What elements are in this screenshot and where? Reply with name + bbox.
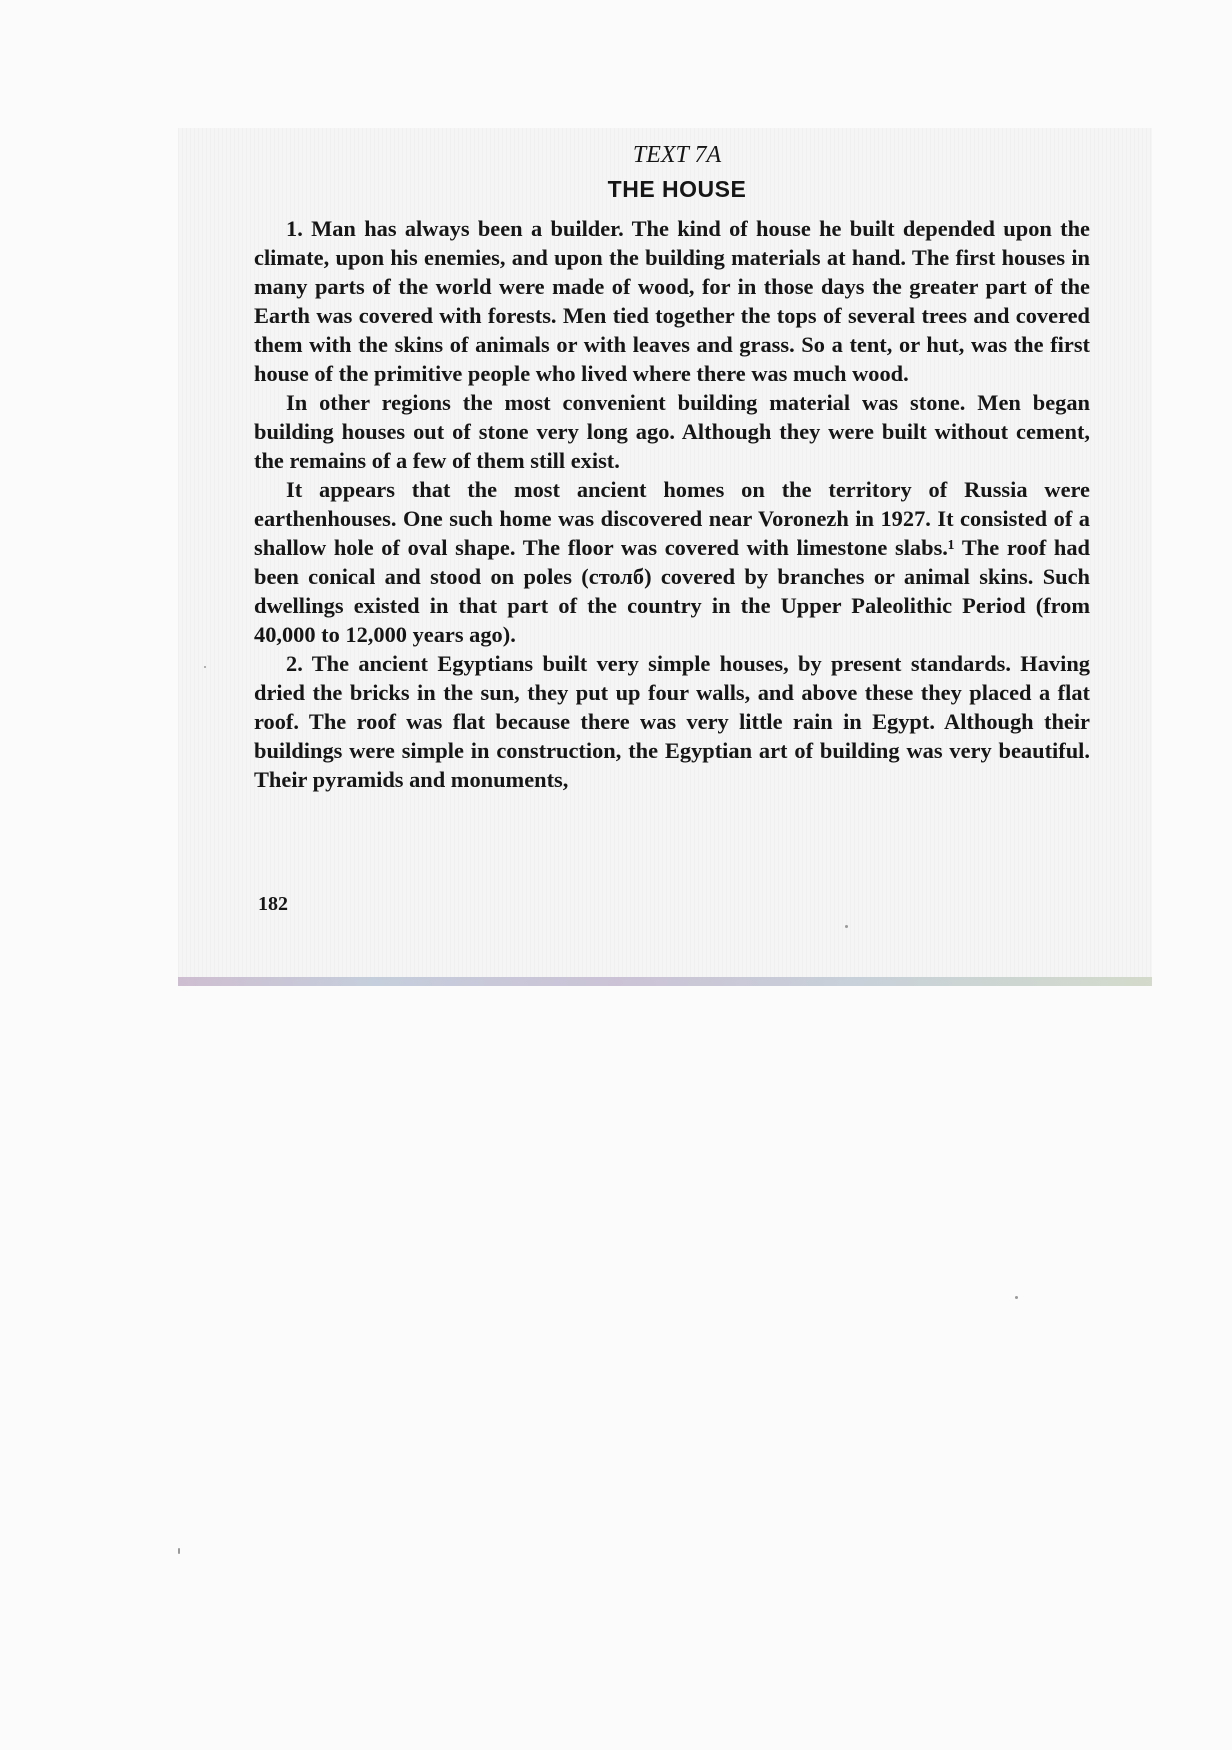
page-number: 182 [258,893,288,915]
paragraph-3: It appears that the most ancient homes on the territory of Russia were earthenhouses. One such home was discovered near Voronezh in 1927. It consisted of a shallow hole of oval shape. The floor was covered with limestone slabs.¹ The roof had been conical and stood on poles (столб) covered by branches or animal skins. Such dwellings existed in that part of the country in the Upper Paleolithic Period (from 40,000 to 12,000 years ago). [254,477,1090,647]
scan-speck [845,925,848,928]
scan-edge-strip [178,977,1152,986]
scan-speck [1015,1296,1018,1299]
text-label: TEXT 7A [632,142,722,168]
paragraph-1: 1. Man has always been a builder. The kind of house he built depended upon the climate, upon his enemies, and upon the building materials at hand. The first houses in many parts of the world were made of wood, for in those days the greater part of the Earth was covered with forests. Men tied together the tops of several trees and covered them with the skins of animals or with leaves and grass. So a tent, or hut, was the first house of the primitive people who lived where there was much wood. [254,216,1090,386]
page-title: THE HOUSE [607,176,747,202]
paragraph-4: 2. The ancient Egyptians built very simple houses, by present standards. Having dried the bricks in the sun, they put up four walls, and above these they placed a flat roof. The roof was flat because there was very little rain in Egypt. Although their buildings were simple in construction, the Egyptian art of building was very beautiful. Their pyramids and monuments, [254,651,1090,792]
paragraph-2: In other regions the most convenient building material was stone. Men began building houses out of stone very long ago. Although they were built without cement, the remains of a few of them still exist. [254,390,1090,473]
scan-speck [204,666,206,668]
scan-speck [178,1548,180,1554]
page-text [254,140,1090,794]
